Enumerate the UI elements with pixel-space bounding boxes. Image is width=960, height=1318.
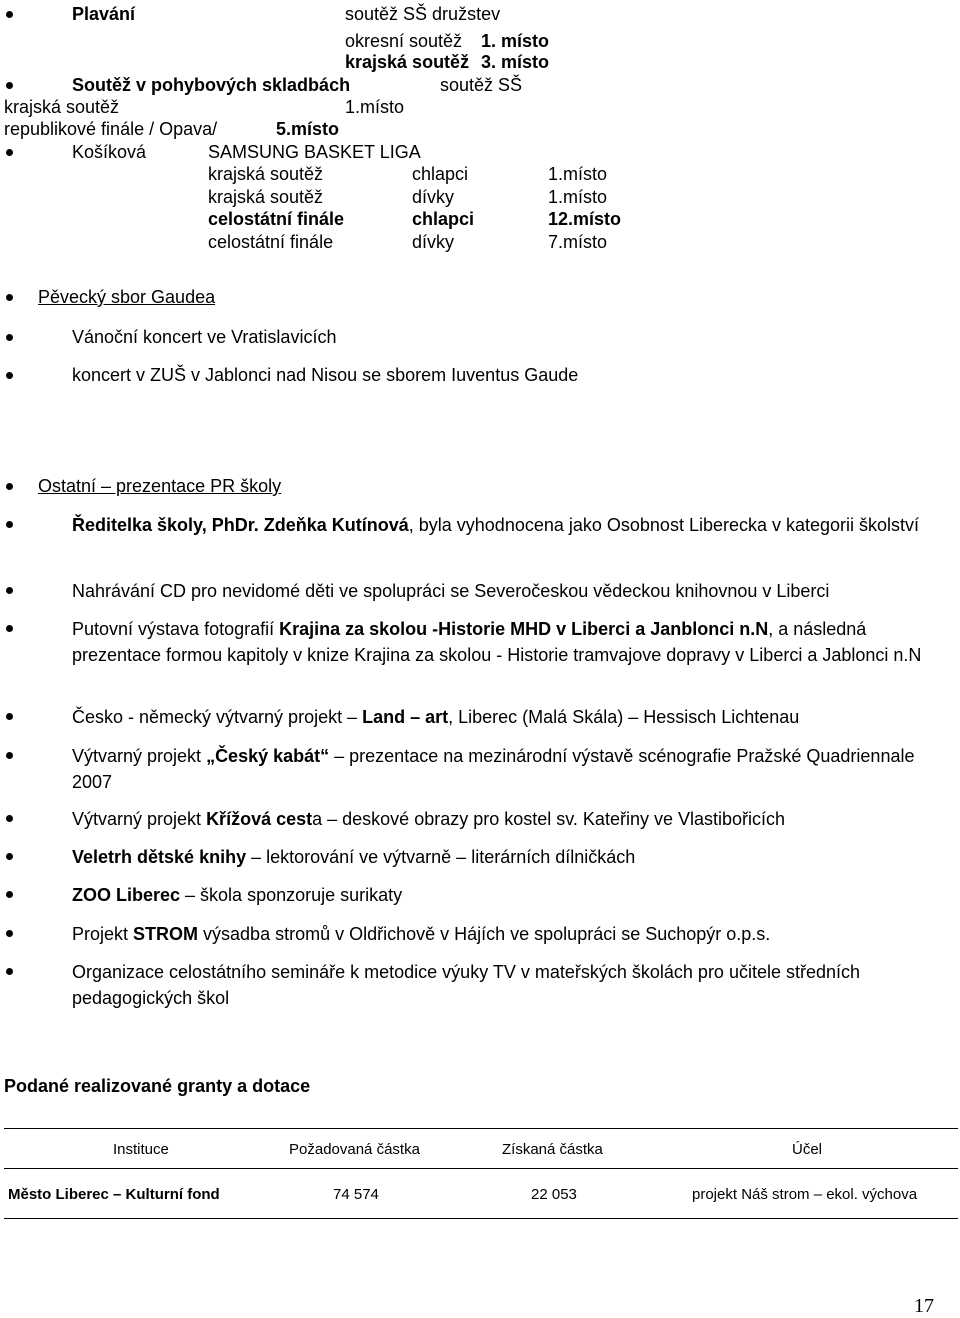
dance-result-label: krajská soutěž <box>4 97 120 117</box>
pr-item-text: , Liberec (Malá Skála) – Hessisch Lichtenau <box>448 707 800 727</box>
pr-item-text: Projekt <box>72 924 134 944</box>
basketball-comp: celostátní finále <box>208 232 334 252</box>
pr-item-text: – škola sponzoruje surikaty <box>180 885 403 905</box>
table-rule-mid <box>4 1168 958 1169</box>
basketball-place: 7.místo <box>548 232 608 252</box>
basketball-group: dívky <box>412 232 455 252</box>
basketball-comp: celostátní finále <box>208 209 345 229</box>
basketball-label: Košíková <box>72 142 147 162</box>
pr-item-text: a – deskové obrazy pro kostel sv. Kateřiny ve Vlastibořicích <box>312 809 786 829</box>
basketball-comp: krajská soutěž <box>208 187 324 207</box>
bullet <box>6 891 13 898</box>
bullet <box>6 372 13 379</box>
bullet <box>6 752 13 759</box>
table-header-ucel: Účel <box>792 1141 823 1158</box>
table-cell-instituce: Město Liberec – Kulturní fond <box>8 1186 220 1203</box>
table-header-instituce: Instituce <box>113 1141 169 1158</box>
bullet <box>6 853 13 860</box>
basketball-group: dívky <box>412 187 455 207</box>
pr-item-cesta <box>72 806 922 832</box>
pr-item-director <box>72 512 922 538</box>
swimming-category: soutěž SŠ družstev <box>345 4 501 24</box>
bullet <box>6 930 13 937</box>
bullet <box>6 625 13 632</box>
basketball-group: chlapci <box>412 209 475 229</box>
choir-item: koncert v ZUŠ v Jablonci nad Nisou se sborem Iuventus Gaude <box>72 365 579 385</box>
pr-item-strong: STROM <box>133 924 199 944</box>
pr-item-kabat <box>72 743 922 795</box>
pr-item-cd: Nahrávání CD pro nevidomé děti ve spolupráci se Severočeskou vědeckou knihovnou v Liberci <box>72 581 830 601</box>
bullet <box>6 11 13 18</box>
bullet <box>6 334 13 341</box>
bullet <box>6 149 13 156</box>
basketball-group: chlapci <box>412 164 469 184</box>
swimming-result-label: okresní soutěž <box>345 31 463 51</box>
swimming-result-place: 3. místo <box>481 52 550 72</box>
choir-item: Vánoční koncert ve Vratislavicích <box>72 327 337 347</box>
pr-item-text: Putovní výstava fotografií <box>72 619 280 639</box>
pr-item-strong: Krajina za skolou -Historie MHD v Liberci a Janblonci n.N <box>279 619 769 639</box>
pr-item-text: – lektorování ve výtvarně – literárních dílničkách <box>246 847 636 867</box>
pr-heading: Ostatní – prezentace PR školy <box>38 476 282 496</box>
table-header-pozadovana: Požadovaná částka <box>289 1141 420 1158</box>
bullet <box>6 521 13 528</box>
pr-item-zoo <box>72 882 922 908</box>
swimming-result-label: krajská soutěž <box>345 52 470 72</box>
table-cell-ziskana: 22 053 <box>531 1186 577 1203</box>
bullet <box>6 713 13 720</box>
dance-category: soutěž SŠ <box>440 75 523 95</box>
pr-item-veletrh <box>72 844 922 870</box>
pr-item-exhibition <box>72 616 922 668</box>
bullet <box>6 587 13 594</box>
basketball-league: SAMSUNG BASKET LIGA <box>208 142 421 162</box>
bullet <box>6 294 13 301</box>
bullet <box>6 968 13 975</box>
pr-item-strong: Křížová cest <box>206 809 313 829</box>
pr-item-text: , a následná prezentace formou kapitoly v knize Krajina za skolou - Historie tramvajove dopravy v Liberci a Jablonci n.N <box>72 619 922 665</box>
basketball-comp: krajská soutěž <box>208 164 324 184</box>
pr-item-text: Česko - německý výtvarný projekt – <box>72 707 363 727</box>
pr-item-text: – prezentace na mezinárodní výstavě scénografie Pražské Quadriennale 2007 <box>72 746 915 792</box>
dance-result-place: 1.místo <box>345 97 405 117</box>
dance-label: Soutěž v pohybových skladbách <box>72 75 351 95</box>
choir-heading: Pěvecký sbor Gaudea <box>38 287 216 307</box>
swimming-result-place: 1. místo <box>481 31 550 51</box>
grants-heading: Podané realizované granty a dotace <box>4 1076 311 1096</box>
bullet <box>6 483 13 490</box>
pr-item-text: Výtvarný projekt <box>72 746 207 766</box>
table-cell-pozadovana: 74 574 <box>333 1186 379 1203</box>
table-rule-bottom <box>4 1218 958 1219</box>
pr-item-strong: ZOO Liberec <box>72 885 181 905</box>
pr-item-strong: „Český kabát“ <box>206 746 330 766</box>
pr-item-strong: Veletrh dětské knihy <box>72 847 247 867</box>
pr-item-strom <box>72 921 922 947</box>
basketball-place: 1.místo <box>548 187 608 207</box>
page-number: 17 <box>914 1295 934 1317</box>
table-rule-top <box>4 1128 958 1129</box>
table-cell-ucel: projekt Náš strom – ekol. výchova <box>692 1186 918 1203</box>
pr-item-text: Výtvarný projekt <box>72 809 207 829</box>
dance-result-place: 5.místo <box>276 119 340 139</box>
swimming-label: Plavání <box>72 4 136 24</box>
pr-item-landart <box>72 704 922 730</box>
bullet <box>6 82 13 89</box>
pr-item-seminar: Organizace celostátního semináře k metodice výuky TV v mateřských školách pro učitele středních pedagogických škol <box>72 962 861 1008</box>
bullet <box>6 815 13 822</box>
basketball-place: 1.místo <box>548 164 608 184</box>
table-header-ziskana: Získaná částka <box>502 1141 603 1158</box>
dance-result-label: republikové finále / Opava/ <box>4 119 218 139</box>
pr-item-strong: Ředitelka školy, PhDr. Zdeňka Kutínová <box>72 515 409 535</box>
pr-item-text: , byla vyhodnocena jako Osobnost Liberecka v kategorii školství <box>408 515 920 535</box>
basketball-place: 12.místo <box>548 209 622 229</box>
pr-item-strong: Land – art <box>362 707 449 727</box>
pr-item-text: výsadba stromů v Oldřichově v Hájích ve spolupráci se Suchopýr o.p.s. <box>198 924 771 944</box>
